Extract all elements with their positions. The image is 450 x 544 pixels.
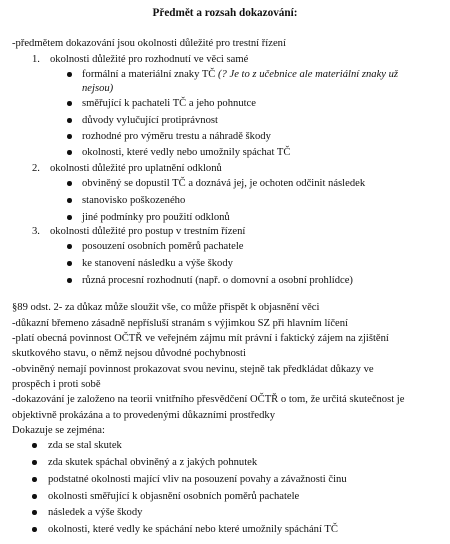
list-item-note: nejsou) [82,83,114,94]
list-item: posouzení osobních poměrů pachatele [82,241,244,252]
list-item: rozhodné pro výměru trestu a náhradě škody [82,131,271,142]
list-item: důvody vylučující protiprávnost [82,115,218,126]
list-item: zda skutek spáchal obviněný a z jakých pohnutek [48,457,258,468]
bullet [67,134,72,139]
section-1-number: 1. [32,54,40,65]
section-1-label: okolnosti důležité pro rozhodnutí ve věci samé [50,54,249,65]
bullet [32,494,37,499]
bullet [32,510,37,515]
paragraph-heading: Dokazuje se zejména: [12,425,105,436]
list-item: stanovisko poškozeného [82,195,186,206]
paragraph: -důkazní břemeno zásadně nepřísluší stranám s výjimkou SZ při hlavním líčení [12,318,348,329]
list-item: různá procesní rozhodnutí (např. o domovní a osobní prohlídce) [82,275,353,286]
section-2-number: 2. [32,163,40,174]
bullet [67,101,72,106]
paragraph-continuation: prospěch i proti sobě [12,379,101,390]
bullet [32,443,37,448]
list-item: ke stanovení následku a výše škody [82,258,233,269]
paragraph-continuation: objektivně prokázána a to provedenými důkazními prostředky [12,410,275,421]
document-title: Předmět a rozsah dokazování: [152,7,298,19]
intro-text: -předmětem dokazování jsou okolnosti důležité pro trestní řízení [12,38,286,49]
bullet [67,215,72,220]
paragraph-continuation: skutkového stavu, o němž nejsou důvodné pochybnosti [12,348,246,359]
list-item: okolnosti, které vedly ke spáchání nebo které umožnily spáchání TČ [48,524,338,535]
list-item: následek a výše škody [48,507,143,518]
bullet [67,278,72,283]
bullet [67,244,72,249]
list-item: zda se stal skutek [48,440,122,451]
section-3-number: 3. [32,226,40,237]
paragraph: -obviněný nemají povinnost prokazovat svou nevinu, stejně tak předkládat důkazy ve [12,364,374,375]
bullet [67,72,72,77]
bullet [67,261,72,266]
paragraph: -dokazování je založeno na teorii vnitřního přesvědčení OČTŘ o tom, že určitá skutečnost je [12,394,405,405]
bullet [32,460,37,465]
bullet [67,150,72,155]
list-item: směřující k pachateli TČ a jeho pohnutce [82,98,256,109]
bullet [67,198,72,203]
bullet [67,181,72,186]
list-item: obviněný se dopustil TČ a doznává jej, je ochoten odčinit následek [82,178,366,189]
section-3-label: okolnosti důležité pro postup v trestním řízení [50,226,246,237]
bullet [32,527,37,532]
list-item: podstatné okolnosti mající vliv na posouzení povahy a závažnosti činu [48,474,347,485]
paragraph: -platí obecná povinnost OČTŘ ve veřejném zájmu mít právní i faktický zájem na zjištění [12,333,389,344]
list-item: okolnosti, které vedly nebo umožnily spáchat TČ [82,147,291,158]
bullet [32,477,37,482]
section-2-label: okolnosti důležité pro uplatnění odklonů [50,163,222,174]
list-item: jiné podmínky pro použití odklonů [82,212,230,223]
list-item: formální a materiální znaky TČ (? Je to z učebnice ale materiální znaky už [82,69,399,80]
paragraph: §89 odst. 2- za důkaz může sloužit vše, co může přispět k objasnění věci [12,302,320,313]
bullet [67,118,72,123]
list-item: okolnosti směřující k objasnění osobních poměrů pachatele [48,491,300,502]
